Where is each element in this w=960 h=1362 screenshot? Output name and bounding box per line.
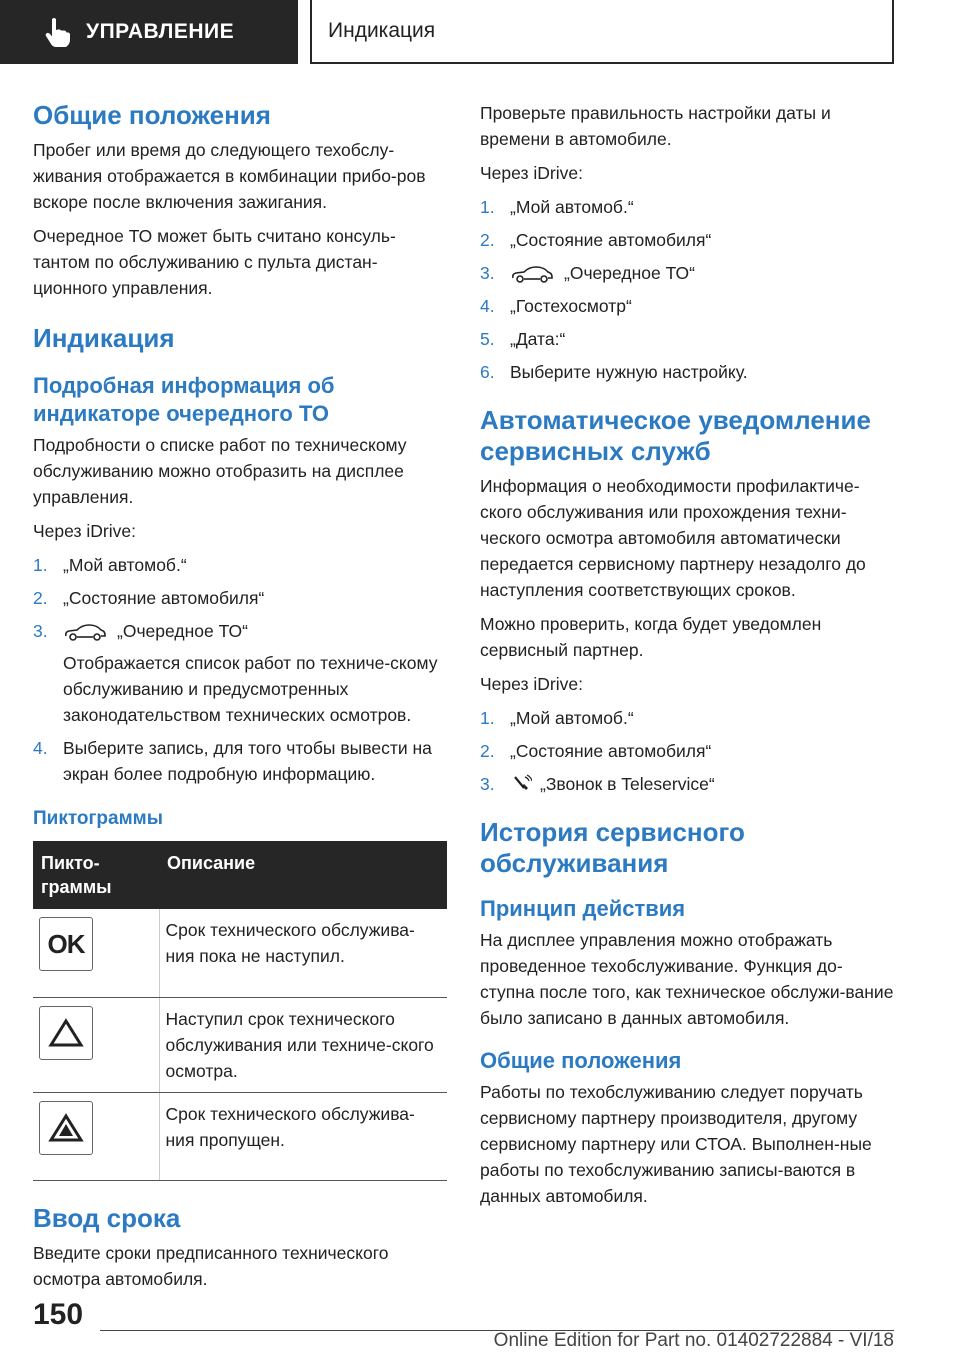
list-item: [480, 326, 894, 352]
chapter-title: Индикация: [328, 19, 436, 42]
steps-list: [480, 705, 894, 797]
chapter-tab: [310, 0, 894, 64]
step-text: Выберите запись, для того чтобы вывести на экран более подробную информацию.: [63, 738, 432, 784]
step-text: „Очередное ТО“: [117, 621, 248, 641]
step-number: 4.: [33, 738, 48, 758]
section-tab: [0, 0, 298, 64]
paragraph: Подробности о списке работ по техническому обслуживанию можно отобразить на дисплее управления.: [33, 435, 407, 507]
paragraph: Проверьте правильность настройки даты и времени в автомобиле.: [480, 103, 831, 149]
list-item: [480, 293, 894, 319]
step-text: „Звонок в Teleservice“: [540, 774, 715, 794]
list-item: [33, 735, 447, 787]
car-icon: [63, 621, 109, 641]
via-idrive: Через iDrive:: [480, 674, 583, 694]
list-item: [480, 738, 894, 764]
section-title: УПРАВЛЕНИЕ: [86, 20, 235, 43]
step-text: „Состояние автомобиля“: [63, 588, 265, 608]
wrench-call-icon: [510, 774, 532, 794]
list-item: [33, 552, 447, 578]
pictogram-table: [33, 841, 447, 1181]
list-item: [480, 260, 894, 286]
warning-triangle-icon: [39, 1006, 93, 1060]
step-text: „Состояние автомобиля“: [510, 741, 712, 761]
edition-text: Online Edition for Part no. 01402722884 - VI/18: [493, 1330, 894, 1351]
step-text: Выберите нужную настройку.: [510, 362, 748, 382]
ok-icon: OK: [39, 917, 93, 971]
list-item: [480, 771, 894, 797]
step-text: „Мой автомоб.“: [63, 555, 187, 575]
heading-detail: Подробная информация об индикаторе очередного ТО: [33, 373, 335, 426]
right-column: [480, 100, 894, 1217]
column-header: Описание: [159, 841, 447, 909]
step-number: 2.: [480, 230, 495, 250]
step-number: 3.: [480, 263, 495, 283]
step-number: 1.: [480, 708, 495, 728]
step-text: „Состояние автомобиля“: [510, 230, 712, 250]
table-row: [33, 909, 447, 997]
heading-auto-notify: Автоматическое уведомление сервисных служб: [480, 405, 871, 466]
list-item: [33, 618, 447, 728]
left-column: [33, 100, 447, 1300]
step-number: 5.: [480, 329, 495, 349]
list-item: [33, 585, 447, 611]
hand-pointer-icon: [40, 15, 74, 49]
step-text: „Мой автомоб.“: [510, 197, 634, 217]
step-subtext: Отображается список работ по техниче-скому обслуживанию и предусмотренных законодательством технических осмотров.: [63, 653, 438, 725]
paragraph: Пробег или время до следующего техобслу-живания отображается в комбинации прибо-ров вскоре после включения зажигания.: [33, 140, 426, 212]
step-text: „Очередное ТО“: [564, 263, 695, 283]
table-row: [33, 997, 447, 1092]
via-idrive: Через iDrive:: [33, 521, 136, 541]
description-cell: Наступил срок технического обслуживания или техниче-ского осмотра.: [159, 997, 447, 1092]
heading-principle: Принцип действия: [480, 896, 686, 921]
table-row: [33, 1092, 447, 1180]
step-number: 1.: [480, 197, 495, 217]
list-item: [480, 194, 894, 220]
step-text: „Дата:“: [510, 329, 566, 349]
list-item: [480, 359, 894, 385]
heading-general: Общие положения: [33, 100, 271, 130]
step-number: 2.: [33, 588, 48, 608]
heading-history: История сервисного обслуживания: [480, 817, 745, 878]
heading-date: Ввод срока: [33, 1202, 181, 1233]
overdue-triangle-icon: [39, 1101, 93, 1155]
car-icon: [510, 263, 556, 283]
column-header: Пикто-граммы: [33, 841, 159, 909]
heading-display: Индикация: [33, 323, 175, 353]
paragraph: Очередное ТО может быть считано консуль-тантом по обслуживанию с пульта дистан-ционного управления.: [33, 226, 396, 298]
paragraph: Работы по техобслуживанию следует поручать сервисному партнеру производителя, другому сервисному партнеру или СТОА. Выполнен-ные работы по техобслуживанию записы-ваются в данных автомобиля.: [480, 1082, 872, 1206]
step-number: 4.: [480, 296, 495, 316]
heading-general-2: Общие положения: [480, 1048, 682, 1073]
paragraph: На дисплее управления можно отображать проведенное техобслуживание. Функция до-ступна после того, как техническое обслужи-вание было записано в данных автомобиля.: [480, 930, 894, 1028]
steps-list: [480, 194, 894, 385]
page-number: 150: [33, 1298, 84, 1331]
step-number: 2.: [480, 741, 495, 761]
table-header-row: [33, 841, 447, 909]
description-cell: Срок технического обслужива-ния пока не наступил.: [159, 909, 447, 997]
description-cell: Срок технического обслужива-ния пропущен.: [159, 1092, 447, 1180]
page-header: [0, 0, 960, 66]
paragraph: Введите сроки предписанного технического осмотра автомобиля.: [33, 1242, 389, 1289]
picto-cell: [33, 997, 159, 1092]
list-item: [480, 705, 894, 731]
via-idrive: Через iDrive:: [480, 163, 583, 183]
picto-cell: [33, 909, 159, 997]
paragraph: Информация о необходимости профилактиче-ского обслуживания или прохождения техни-ческого осмотра автомобиля автоматически передается сервисному партнеру незадолго до наступления соответствующих сроков.: [480, 476, 866, 600]
heading-picto: Пиктограммы: [33, 808, 163, 829]
step-text: „Мой автомоб.“: [510, 708, 634, 728]
step-number: 3.: [480, 774, 495, 794]
list-item: [480, 227, 894, 253]
step-number: 6.: [480, 362, 495, 382]
picto-cell: [33, 1092, 159, 1180]
steps-list: [33, 552, 447, 787]
step-text: „Гостехосмотр“: [510, 296, 632, 316]
paragraph: Можно проверить, когда будет уведомлен сервисный партнер.: [480, 614, 822, 660]
step-number: 1.: [33, 555, 48, 575]
step-number: 3.: [33, 621, 48, 641]
